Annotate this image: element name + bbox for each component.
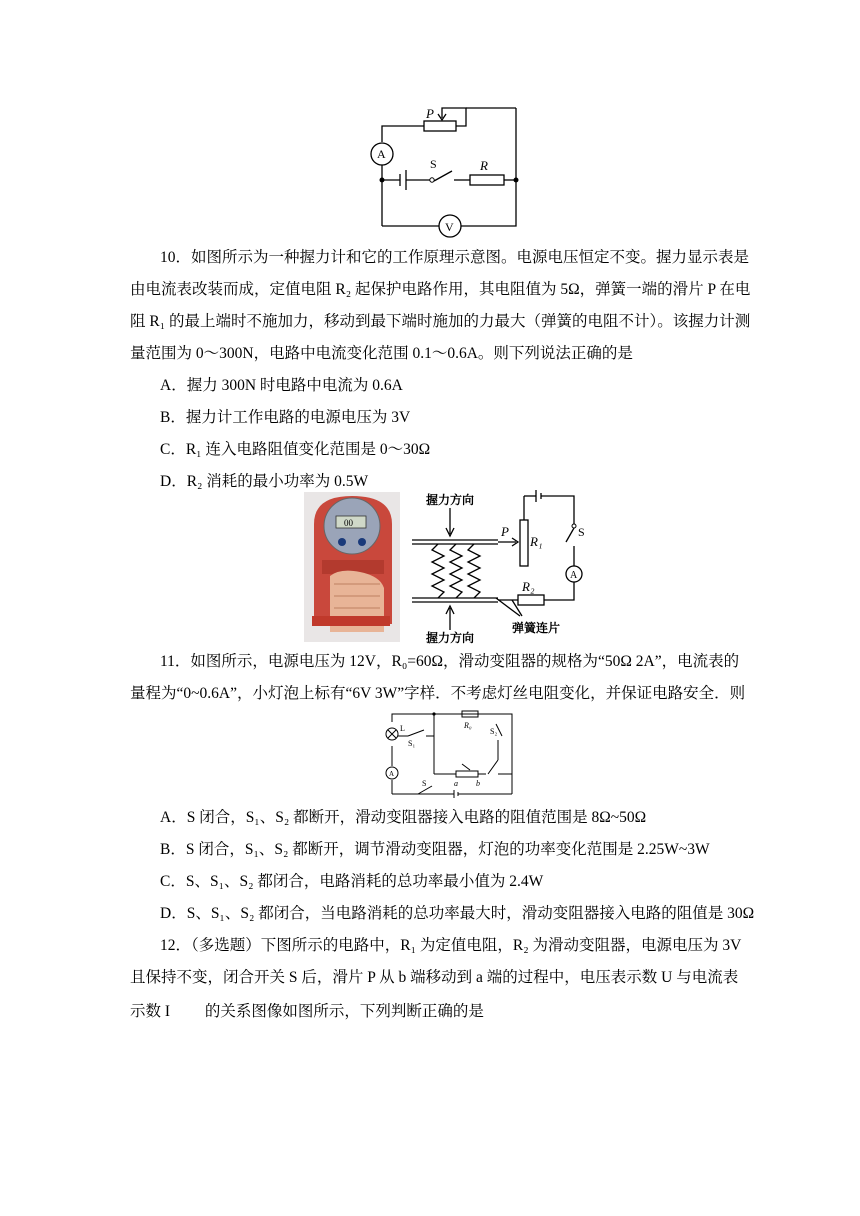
- voltmeter-label: V: [445, 220, 454, 234]
- slider-P-label: P: [501, 524, 509, 539]
- q11-option-b: B．S 闭合，S₁、S₂ 都断开，调节滑动变阻器，灯泡的功率变化范围是 2.25W~3W: [160, 841, 710, 858]
- q11-line-2: 量程为“0~0.6A”，小灯泡上标有“6V 3W”字样．不考虑灯丝电阻变化，并保证电路安全．则: [130, 685, 746, 702]
- label-P: P: [426, 106, 434, 121]
- ammeter-label: A: [389, 770, 395, 778]
- terminal-a-label: a: [454, 779, 458, 788]
- q10-line-1: 10．如图所示为一种握力计和它的工作原理示意图。电源电压恒定不变。握力显示表是: [160, 249, 750, 266]
- lamp-L-label: L: [400, 724, 405, 733]
- ammeter-label: A: [377, 147, 386, 161]
- circuit-diagram-q11: [378, 710, 528, 798]
- grip-device-photo: [304, 492, 400, 642]
- q10-option-a: A．握力 300N 时电路中电流为 0.6A: [160, 377, 403, 394]
- q12-line-1: 12．（多选题）下图所示的电路中，R₁ 为定值电阻，R₂ 为滑动变阻器，电源电压为 3V: [160, 937, 742, 954]
- q10-option-c: C．R₁ 连入电路阻值变化范围是 0～30Ω: [160, 441, 431, 458]
- switch-S2-label: S₂: [490, 727, 498, 736]
- q10-line-4: 量范围为 0～300N，电路中电流变化范围 0.1～0.6A。则下列说法正确的是: [130, 345, 633, 362]
- switch-S-label: S: [422, 779, 427, 788]
- resistor-label: R: [480, 158, 488, 173]
- q10-line-2: 由电流表改装而成，定值电阻 R₂ 起保护电路作用，其电阻值为 5Ω，弹簧一端的滑片 P 在电: [130, 281, 751, 298]
- device-display: 00: [344, 518, 353, 528]
- q12-line-2: 且保持不变，闭合开关 S 后，滑片 P 从 b 端移动到 a 端的过程中，电压表示数 U 与电流表: [130, 969, 739, 986]
- q10-option-d: D．R₂ 消耗的最小功率为 0.5W: [160, 473, 369, 490]
- circuit-diagram-top: [360, 100, 540, 240]
- q11-option-a: A．S 闭合，S₁、S₂ 都断开，滑动变阻器接入电路的阻值范围是 8Ω~50Ω: [160, 809, 647, 826]
- R0-label: R₀: [464, 721, 472, 730]
- q10-option-b: B．握力计工作电路的电源电压为 3V: [160, 409, 411, 426]
- q11-option-d: D．S、S₁、S₂ 都闭合，当电路消耗的总功率最大时，滑动变阻器接入电路的阻值是 30Ω: [160, 905, 755, 922]
- top-force-label: 握力方向: [426, 493, 475, 507]
- switch-S-label: S: [578, 525, 585, 539]
- spring-plate-label: 弹簧连片: [512, 621, 561, 635]
- q10-line-3: 阻 R₁ 的最上端时不施加力，移动到最下端时施加的力最大（弹簧的电阻不计）。该握力计测: [130, 313, 751, 330]
- grip-dynamometer-figure: [300, 484, 590, 644]
- bottom-force-label: 握力方向: [426, 631, 475, 644]
- q12-line-3: 示数 I 的关系图像如图所示，下列判断正确的是: [130, 1003, 484, 1020]
- terminal-b-label: b: [476, 779, 480, 788]
- q11-line-1: 11．如图所示，电源电压为 12V，R₀=60Ω，滑动变阻器的规格为“50Ω 2A”，电流表的: [160, 653, 740, 670]
- switch-S1-label: S₁: [408, 739, 416, 748]
- q11-option-c: C．S、S₁、S₂ 都闭合，电路消耗的总功率最小值为 2.4W: [160, 873, 544, 890]
- R2-label: R₂: [522, 579, 535, 594]
- ammeter-A-label: A: [570, 570, 578, 581]
- R1-label: R₁: [530, 534, 543, 549]
- switch-label: S: [430, 157, 437, 171]
